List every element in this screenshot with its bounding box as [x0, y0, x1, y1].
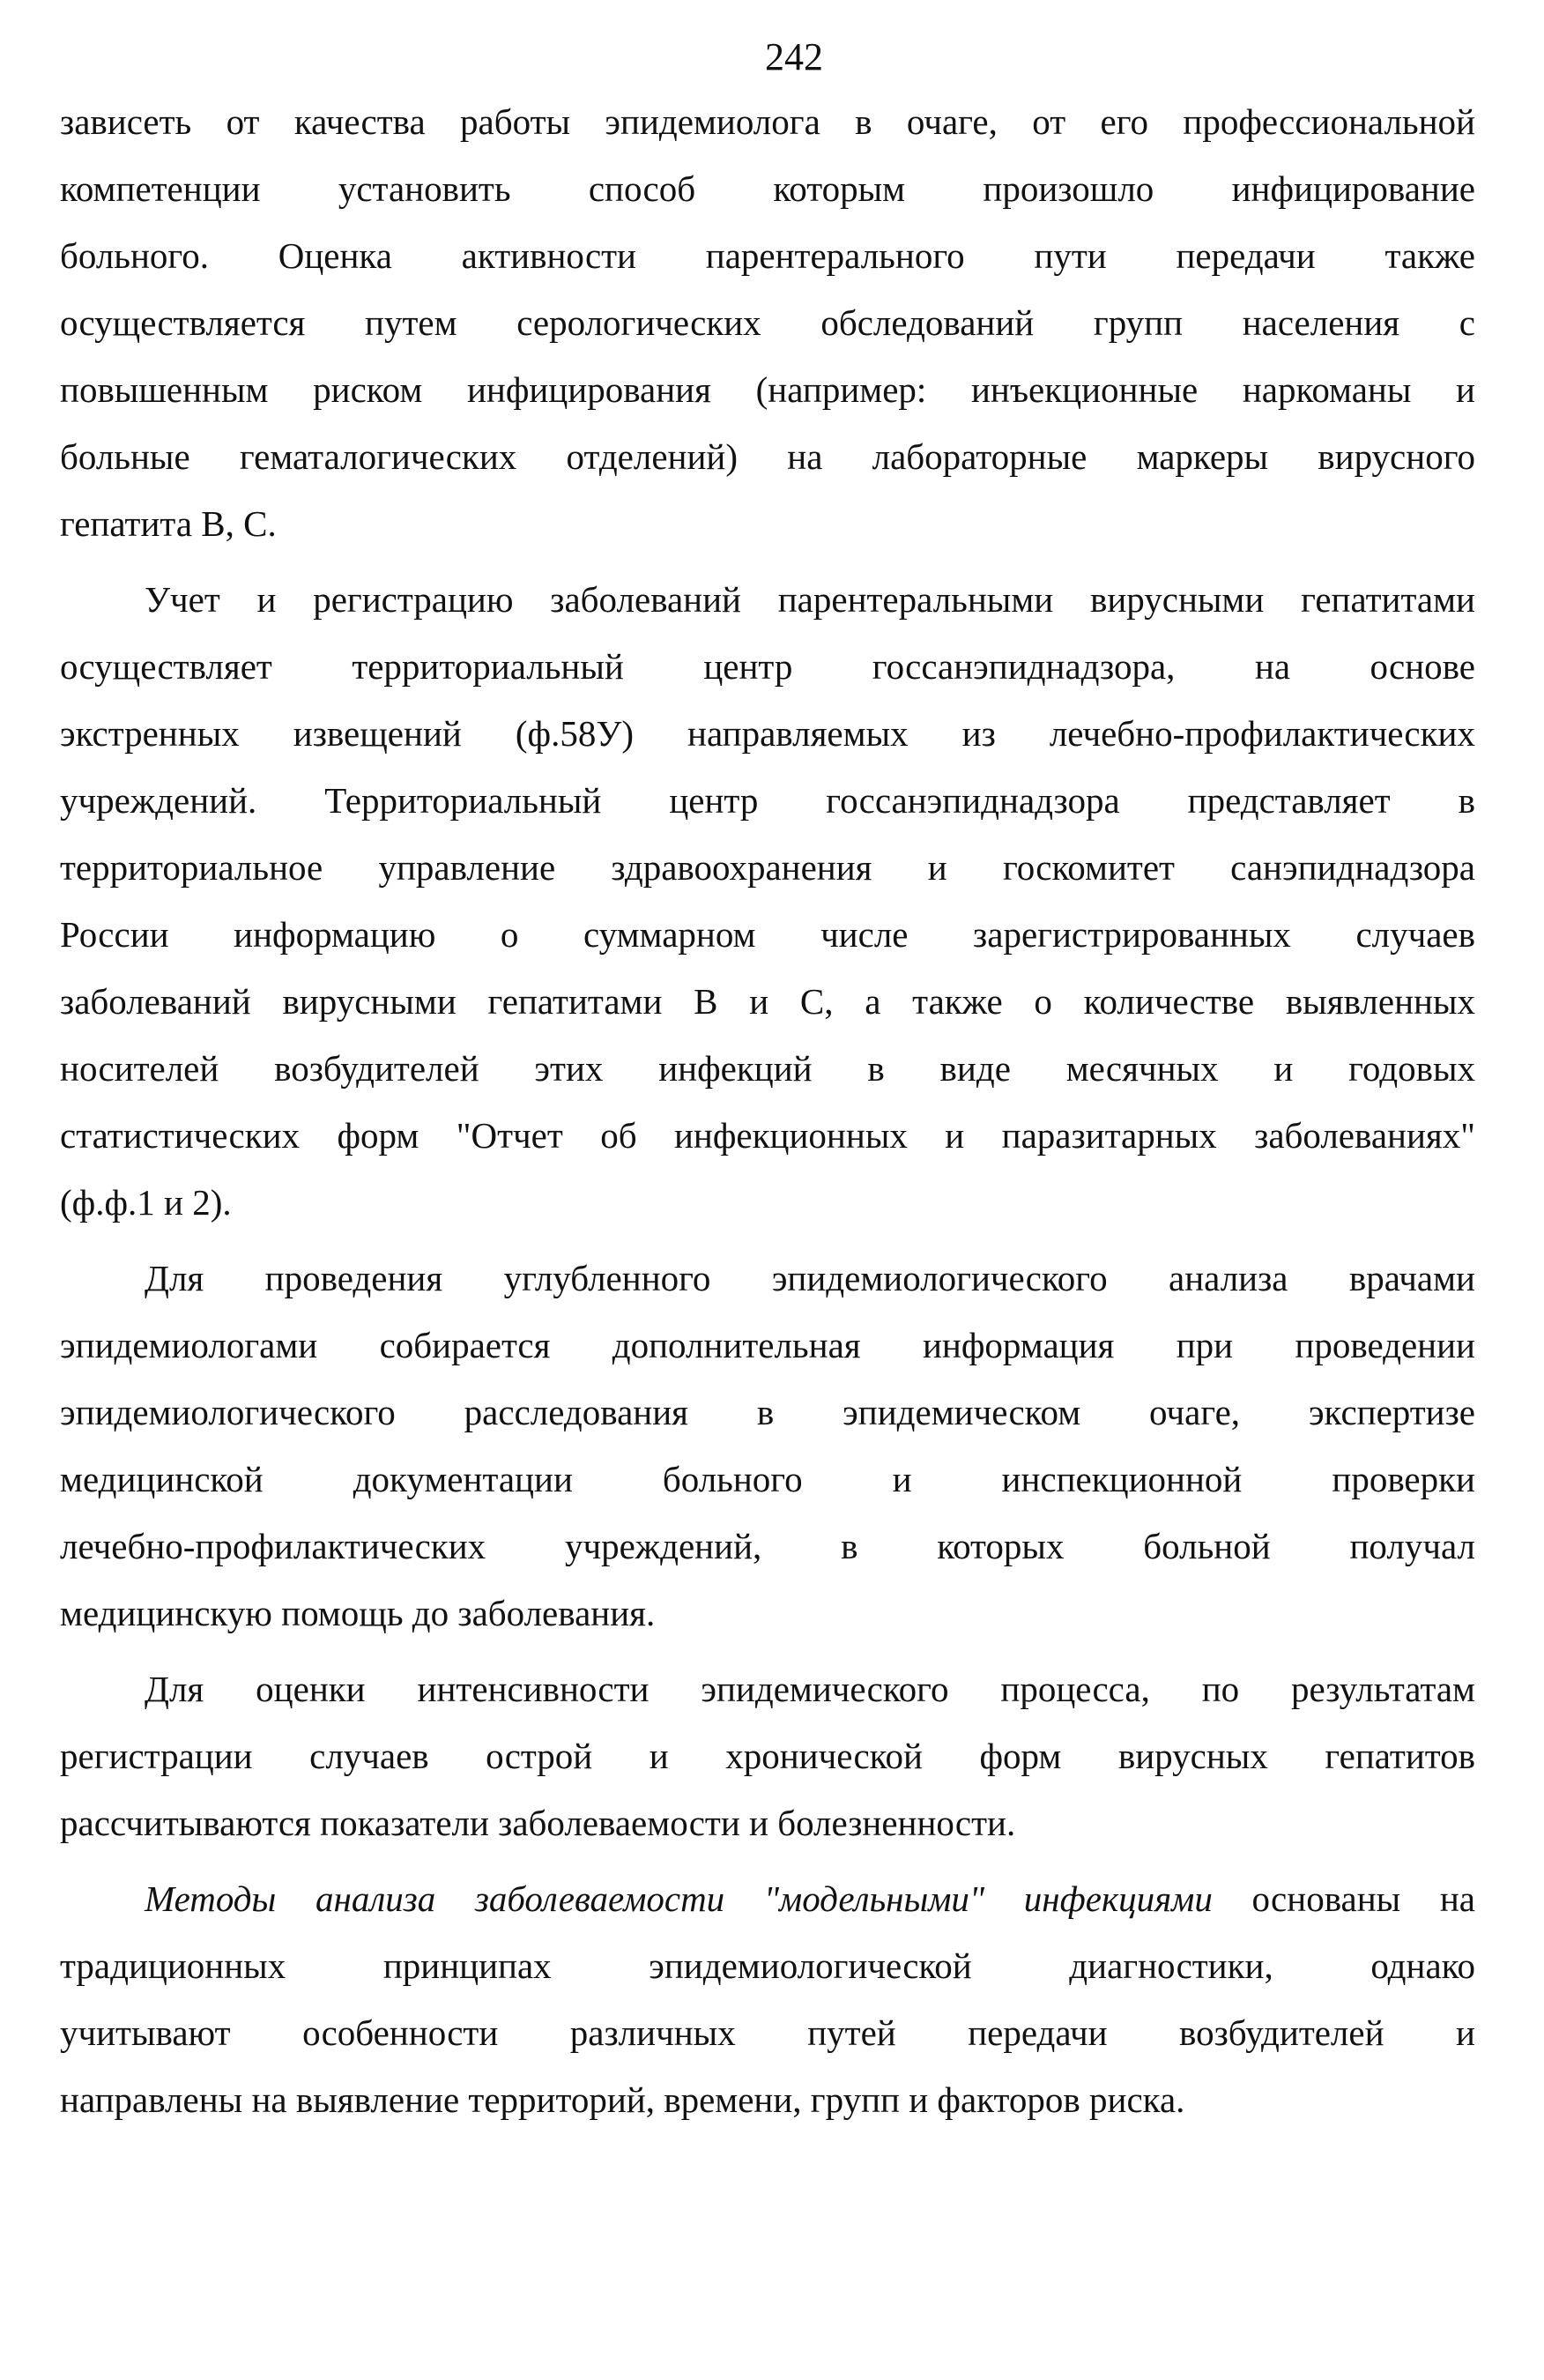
text-line: России информацию о суммарном числе зарегистрированных случаев — [60, 914, 1475, 955]
text-line: направлены на выявление территорий, времени, групп и факторов риска. — [60, 2079, 1185, 2120]
text-line: эпидемиологического расследования в эпидемическом очаге, экспертизе — [60, 1392, 1475, 1432]
text-line: эпидемиологами собирается дополнительная информация при проведении — [60, 1325, 1475, 1365]
text-line: учреждений. Территориальный центр госсанэпиднадзора представляет в — [60, 780, 1475, 821]
text-line: Учет и регистрацию заболеваний парентеральными вирусными гепатитами — [145, 579, 1475, 620]
text-line: осуществляется путем серологических обследований групп населения с — [60, 302, 1475, 343]
paragraph-5 — [60, 1865, 1475, 2133]
text-line: статистических форм "Отчет об инфекционных и паразитарных заболеваниях" — [60, 1115, 1475, 1156]
text-line: Для проведения углубленного эпидемиологического анализа врачами — [145, 1258, 1475, 1298]
text-line: повышенным риском инфицирования (например: инъекционные наркоманы и — [60, 369, 1475, 410]
text-line: Для оценки интенсивности эпидемического процесса, по результатам — [145, 1669, 1475, 1709]
text-line: компетенции установить способ которым произошло инфицирование — [60, 168, 1475, 209]
text-fragment: основаны на — [1212, 1878, 1475, 1919]
text-line: больные гематалогических отделений) на лабораторные маркеры вирусного — [60, 436, 1475, 477]
italic-lead: Методы анализа заболеваемости "модельными" инфекциями — [145, 1878, 1213, 1919]
text-line: учитывают особенности различных путей передачи возбудителей и — [60, 2012, 1475, 2053]
text-line: заболеваний вирусными гепатитами В и С, а также о количестве выявленных — [60, 981, 1475, 1022]
text-line — [60, 1865, 1475, 1932]
paragraph-3 — [60, 1245, 1475, 1647]
paragraph-4 — [60, 1655, 1475, 1856]
page-number: 242 — [765, 35, 823, 78]
text-line: больного. Оценка активности парентерального пути передачи также — [60, 235, 1475, 276]
text-line: медицинскую помощь до заболевания. — [60, 1593, 656, 1633]
paragraph-2 — [60, 566, 1475, 1236]
text-line: (ф.ф.1 и 2). — [60, 1182, 232, 1223]
text-line: традиционных принципах эпидемиологической диагностики, однако — [60, 1945, 1475, 1986]
text-line: экстренных извещений (ф.58У) направляемых из лечебно-профилактических — [60, 713, 1475, 754]
text-line: регистрации случаев острой и хронической форм вирусных гепатитов — [60, 1736, 1475, 1776]
text-line: носителей возбудителей этих инфекций в виде месячных и годовых — [60, 1048, 1475, 1089]
text-line: зависеть от качества работы эпидемиолога в очаге, от его профессиональной — [60, 101, 1475, 142]
text-line: рассчитываются показатели заболеваемости и болезненности. — [60, 1803, 1016, 1843]
text-line: гепатита В, С. — [60, 503, 277, 544]
text-line: территориальное управление здравоохранения и госкомитет санэпиднадзора — [60, 847, 1475, 888]
text-line: медицинской документации больного и инспекционной проверки — [60, 1459, 1475, 1499]
paragraph-1 — [60, 88, 1475, 557]
text-line: лечебно-профилактических учреждений, в которых больной получал — [60, 1526, 1475, 1566]
document-page — [60, 26, 1475, 2133]
text-line: осуществляет территориальный центр госсанэпиднадзора, на основе — [60, 646, 1475, 687]
